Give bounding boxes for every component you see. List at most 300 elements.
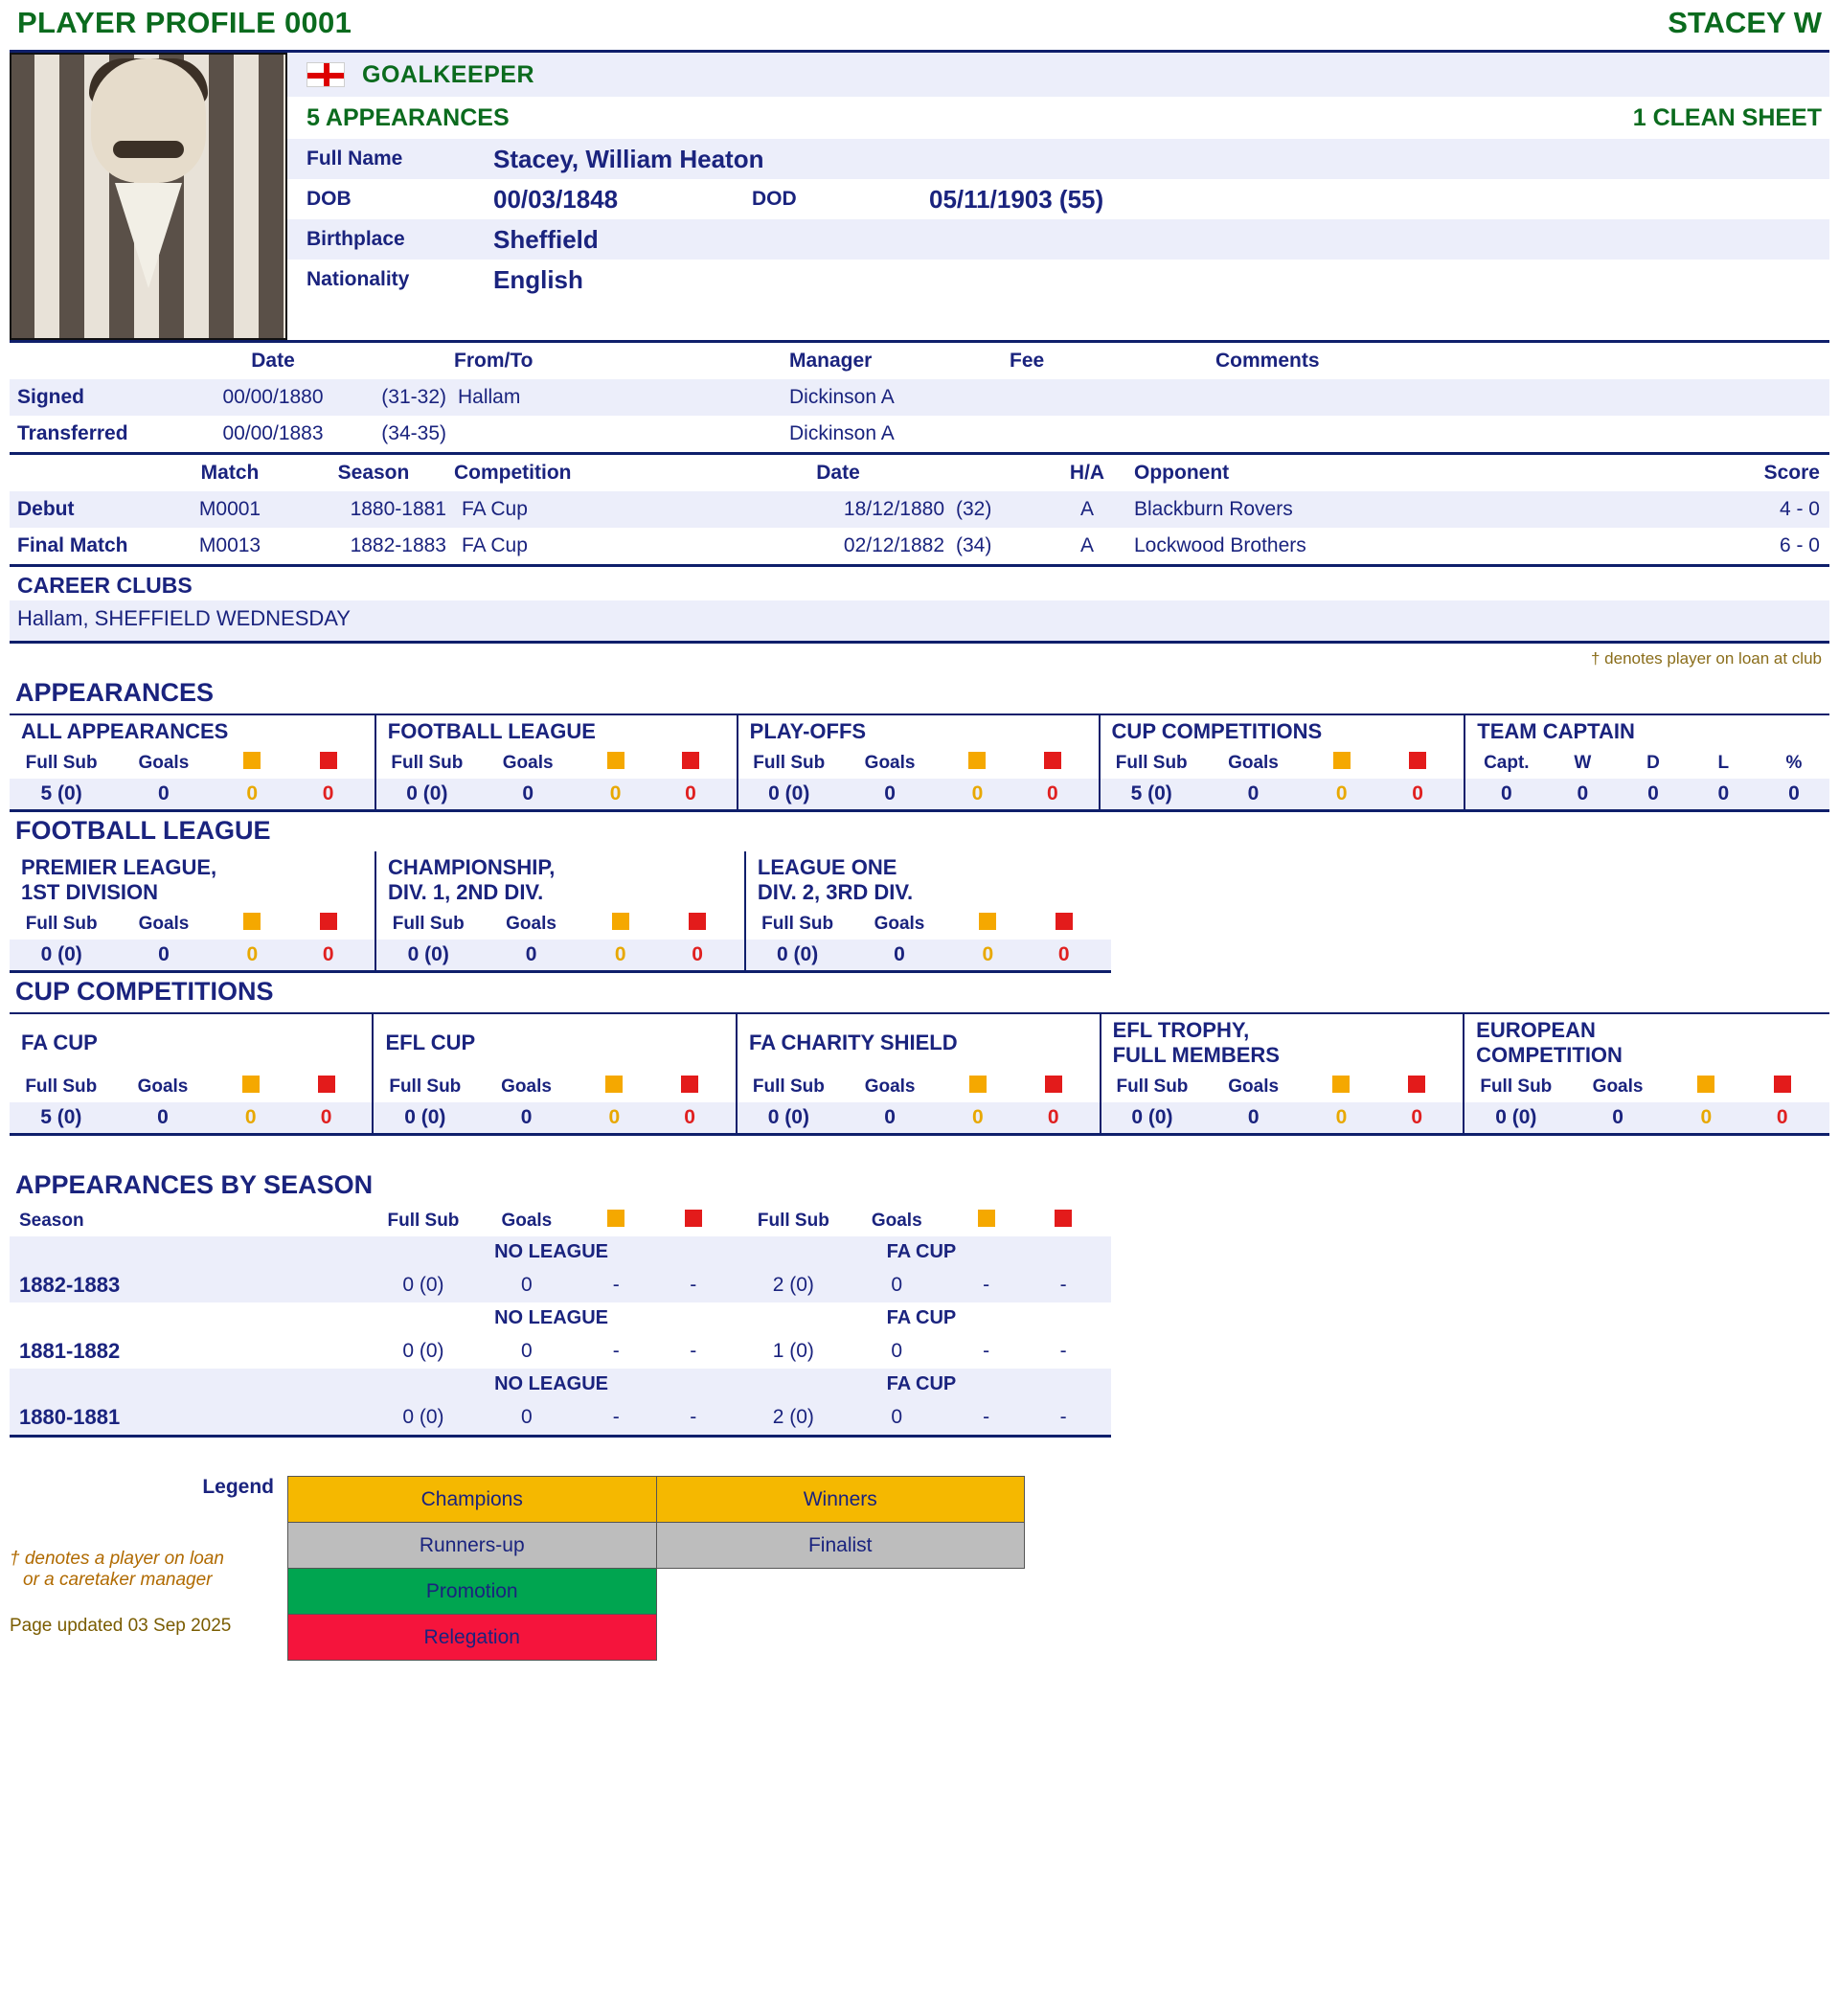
yellow-card-icon <box>969 1076 987 1093</box>
l1-full-sub: 0 (0) <box>745 940 849 972</box>
premier-league-line1: PREMIER LEAGUE, <box>21 855 217 879</box>
loan-note: † denotes player on loan at club <box>1590 649 1822 668</box>
cup-competitions-grid <box>10 1012 1829 1136</box>
appearances-title: APPEARANCES <box>15 678 215 707</box>
transfers-fee-header: Fee <box>1010 350 1045 372</box>
opponent-header: Opponent <box>1134 462 1230 484</box>
debut-date: 18/12/1880 <box>728 491 948 528</box>
season-1-league-full-sub: 0 (0) <box>371 1268 476 1302</box>
signed-date: 00/00/1880 <box>182 379 364 416</box>
yellow-card-icon <box>968 752 986 769</box>
capt-w: 0 <box>1577 782 1589 804</box>
hdr-goals-cs: Goals <box>864 1076 916 1097</box>
player-position: GOALKEEPER <box>362 60 535 88</box>
dob-value: 00/03/1848 <box>493 184 619 214</box>
hdr-capt: Capt. <box>1464 748 1547 779</box>
cup-values <box>10 1102 1829 1135</box>
legend-empty-2 <box>656 1615 1024 1661</box>
season-1-cup-red: - <box>1025 1268 1102 1302</box>
season-1-league-yellow: - <box>578 1268 655 1302</box>
debut-score: 4 - 0 <box>1686 491 1829 528</box>
block-all-appearances: ALL APPEARANCES <box>21 719 229 743</box>
po-full-sub: 0 (0) <box>738 779 840 811</box>
transferred-label: Transferred <box>17 422 128 444</box>
final-match-score: 6 - 0 <box>1779 534 1820 556</box>
debut-age: (32) <box>948 491 1044 528</box>
england-flag-icon <box>306 62 345 87</box>
cup-full-sub: 5 (0) <box>1100 779 1203 811</box>
cs-full-sub: 0 (0) <box>737 1102 840 1135</box>
hdr-full-sub-efl: Full Sub <box>373 1072 476 1102</box>
transferred-fromto <box>450 416 785 454</box>
season-3-cup-goals: 0 <box>846 1400 947 1437</box>
efl-full-sub: 0 (0) <box>373 1102 476 1135</box>
cup-yellow: 0 <box>1335 782 1348 804</box>
final-match-ha: A <box>1079 534 1094 556</box>
premier-league-line2: 1ST DIVISION <box>21 880 159 904</box>
season-2-label: 1881-1882 <box>19 1339 121 1363</box>
birthplace-row <box>287 219 1829 260</box>
transferred-age: (34-35) <box>381 422 446 444</box>
red-card-icon <box>1055 1210 1072 1227</box>
hdr-full-sub-all: Full Sub <box>25 753 98 773</box>
red-card-icon <box>318 1076 335 1093</box>
score-header: Score <box>1763 462 1820 484</box>
cup-red: 0 <box>1412 782 1423 804</box>
european-line1: EUROPEAN <box>1476 1018 1596 1042</box>
football-league-title: FOOTBALL LEAGUE <box>15 816 271 845</box>
by-season-header-row <box>10 1206 1111 1236</box>
career-clubs-title: CAREER CLUBS <box>17 573 193 598</box>
final-match-opponent: Lockwood Brothers <box>1134 534 1306 556</box>
table-row <box>10 379 1829 416</box>
page-updated: Page updated 03 Sep 2025 <box>10 1616 232 1636</box>
season-competition-row <box>10 1302 1111 1334</box>
player-name-short: STACEY W <box>1668 6 1822 39</box>
season-1-cup-full-sub: 2 (0) <box>741 1268 847 1302</box>
debut-competition: FA Cup <box>450 491 728 528</box>
red-card-icon <box>1774 1076 1791 1093</box>
legend-row-promotion <box>288 1569 1025 1615</box>
legend-note-line2: or a caretaker manager <box>23 1570 213 1590</box>
signed-manager: Dickinson A <box>785 379 1006 416</box>
tr-goals: 0 <box>1247 1106 1260 1128</box>
hdr-full-sub-cs: Full Sub <box>737 1072 840 1102</box>
championship-line1: CHAMPIONSHIP, <box>387 855 556 879</box>
block-fa-cup <box>10 1013 373 1072</box>
ch-goals: 0 <box>525 943 537 965</box>
season-competition-row <box>10 1369 1111 1400</box>
dod-value: 05/11/1903 (55) <box>929 184 1104 214</box>
cs-red: 0 <box>1047 1106 1059 1128</box>
season-2-cup-yellow: - <box>983 1340 990 1362</box>
season-2-cup-full-sub: 1 (0) <box>772 1340 814 1362</box>
season-1-cup-yellow: - <box>947 1268 1025 1302</box>
photo-frame <box>10 53 287 340</box>
appearance-summary-row <box>287 97 1829 139</box>
eu-red: 0 <box>1776 1106 1788 1128</box>
efl-cup-line1: EFL CUP <box>385 1031 476 1054</box>
transfers-date-header: Date <box>251 350 295 372</box>
efl-red: 0 <box>684 1106 695 1128</box>
pl-full-sub: 0 (0) <box>40 943 82 965</box>
final-match-date: 02/12/1882 <box>843 534 944 556</box>
transfers-comments-header: Comments <box>1215 350 1320 372</box>
ch-yellow: 0 <box>614 943 626 965</box>
debut-label: Debut <box>10 491 163 528</box>
final-match-season: 1882-1883 <box>350 534 446 556</box>
efl-yellow: 0 <box>608 1106 621 1128</box>
dob-row <box>287 179 1829 219</box>
hdr-goals-tr: Goals <box>1228 1076 1280 1097</box>
efl-trophy-line2: FULL MEMBERS <box>1112 1043 1280 1067</box>
fa-yellow: 0 <box>244 1106 257 1128</box>
hdr-cup-goals: Goals <box>871 1211 922 1231</box>
season-2-league-red: - <box>690 1340 697 1362</box>
transferred-comments <box>1212 416 1829 454</box>
birthplace-value: Sheffield <box>493 224 599 254</box>
hdr-full-sub-fl: Full Sub <box>375 748 478 779</box>
season-3-league-yellow: - <box>578 1400 655 1437</box>
block-cup-competitions: CUP COMPETITIONS <box>1100 714 1465 748</box>
pl-yellow: 0 <box>246 943 259 965</box>
block-efl-cup <box>373 1013 737 1072</box>
yellow-card-icon <box>605 1076 623 1093</box>
red-card-icon <box>320 752 337 769</box>
appearances-column-headers <box>10 748 1829 779</box>
transferred-date: 00/00/1883 <box>222 422 324 444</box>
yellow-card-icon <box>1333 752 1351 769</box>
fl-red: 0 <box>685 782 696 804</box>
eu-goals: 0 <box>1612 1106 1623 1128</box>
signed-fee <box>1006 379 1212 416</box>
legend-row-runners-up <box>288 1523 1025 1569</box>
fa-full-sub: 5 (0) <box>40 1106 82 1128</box>
signed-age: (31-32) <box>364 379 450 416</box>
l1-goals: 0 <box>894 943 905 965</box>
yellow-card-icon <box>1332 1076 1350 1093</box>
legend-finalist: Finalist <box>656 1523 1024 1569</box>
hdr-full-sub-cup: Full Sub <box>1100 748 1203 779</box>
po-yellow: 0 <box>971 782 984 804</box>
yellow-card-icon <box>243 752 261 769</box>
position-row <box>287 53 1829 97</box>
legend-title: Legend <box>202 1476 274 1498</box>
red-card-icon <box>689 913 706 930</box>
appearances-summary: 5 APPEARANCES <box>306 103 510 131</box>
block-efl-trophy <box>1101 1013 1464 1072</box>
final-match-age: (34) <box>956 534 992 556</box>
fl-column-headers <box>10 909 1111 940</box>
block-league-one <box>745 851 1111 909</box>
red-card-icon <box>1056 913 1073 930</box>
table-row <box>10 1334 1111 1369</box>
all-red: 0 <box>322 782 334 804</box>
season-3-league-full-sub: 0 (0) <box>371 1400 476 1437</box>
debut-match: M0001 <box>163 491 297 528</box>
eu-full-sub: 0 (0) <box>1464 1102 1567 1135</box>
matches-table <box>10 455 1829 567</box>
legend-empty-1 <box>656 1569 1024 1615</box>
season-3-league-red: - <box>654 1400 732 1437</box>
hdr-goals-efl: Goals <box>501 1076 552 1097</box>
block-european <box>1464 1013 1829 1072</box>
capt-l: 0 <box>1717 782 1730 804</box>
block-team-captain: TEAM CAPTAIN <box>1464 714 1829 748</box>
hdr-goals-all: Goals <box>138 753 190 773</box>
hdr-full-sub-l1: Full Sub <box>745 909 849 940</box>
hdr-cup-full-sub: Full Sub <box>757 1211 829 1231</box>
legend-row-champions <box>288 1477 1025 1523</box>
hdr-full-sub-tr: Full Sub <box>1101 1072 1204 1102</box>
po-red: 0 <box>1047 782 1058 804</box>
hdr-full-sub-po: Full Sub <box>738 748 840 779</box>
legend-winners: Winners <box>656 1477 1024 1523</box>
cup-goals: 0 <box>1247 782 1260 804</box>
season-2-league-full-sub: 0 (0) <box>402 1340 444 1362</box>
by-season-title: APPEARANCES BY SEASON <box>15 1170 374 1199</box>
cup-block-names <box>10 1013 1829 1072</box>
full-name-row <box>287 139 1829 179</box>
fl-yellow: 0 <box>609 782 622 804</box>
hdr-goals-cup: Goals <box>1228 753 1279 773</box>
pl-goals: 0 <box>158 943 170 965</box>
red-card-icon <box>1044 752 1061 769</box>
fl-values <box>10 940 1111 972</box>
hdr-full-sub-fa: Full Sub <box>25 1076 98 1097</box>
football-league-grid <box>10 851 1111 973</box>
capt-d: 0 <box>1647 782 1659 804</box>
red-card-icon <box>1045 1076 1062 1093</box>
hdr-full-sub-ch: Full Sub <box>375 909 481 940</box>
transfers-manager-header: Manager <box>789 350 873 372</box>
full-name-value: Stacey, William Heaton <box>493 144 764 173</box>
red-card-icon <box>1409 752 1426 769</box>
hdr-l: L <box>1717 753 1730 773</box>
season-2-cup-red: - <box>1059 1340 1067 1362</box>
season-competition-row <box>10 1236 1111 1268</box>
table-row <box>10 416 1829 454</box>
legend-note-line1: † denotes a player on loan <box>10 1549 224 1569</box>
ch-red: 0 <box>692 943 703 965</box>
legend-left-column <box>10 1476 287 1661</box>
appearances-block-names <box>10 714 1829 748</box>
season-2-cup-name: FA CUP <box>886 1307 957 1328</box>
hdr-league-full-sub: Full Sub <box>387 1211 460 1231</box>
legend-relegation: Relegation <box>288 1615 657 1661</box>
debut-ha: A <box>1044 491 1130 528</box>
league-one-line2: DIV. 2, 3RD DIV. <box>757 880 914 904</box>
all-full-sub: 5 (0) <box>40 782 82 804</box>
season-header: Season <box>337 462 410 484</box>
transfers-table <box>10 343 1829 455</box>
career-clubs-block <box>10 567 1829 644</box>
cs-goals: 0 <box>884 1106 896 1128</box>
season-2-league-yellow: - <box>612 1340 620 1362</box>
hdr-goals-fl: Goals <box>502 753 554 773</box>
legend-note <box>10 1549 287 1591</box>
red-card-icon <box>685 1210 702 1227</box>
season-3-league-goals: 0 <box>476 1400 578 1437</box>
nationality-label: Nationality <box>306 268 410 290</box>
efl-trophy-line1: EFL TROPHY, <box>1112 1018 1250 1042</box>
tr-yellow: 0 <box>1335 1106 1348 1128</box>
appearances-values <box>10 779 1829 811</box>
yellow-card-icon <box>607 752 624 769</box>
legend-runners-up: Runners-up <box>288 1523 657 1569</box>
block-play-offs: PLAY-OFFS <box>738 714 1100 748</box>
tr-red: 0 <box>1411 1106 1423 1128</box>
eu-yellow: 0 <box>1700 1106 1713 1128</box>
nationality-value: English <box>493 264 583 294</box>
hdr-full-sub-pl: Full Sub <box>25 914 98 934</box>
fa-red: 0 <box>320 1106 332 1128</box>
po-goals: 0 <box>884 782 896 804</box>
legend-promotion: Promotion <box>288 1569 657 1615</box>
hdr-d: D <box>1646 753 1660 773</box>
cs-yellow: 0 <box>972 1106 984 1128</box>
signed-comments <box>1212 379 1829 416</box>
debut-season: 1880-1881 <box>297 491 450 528</box>
yellow-card-icon <box>243 913 261 930</box>
page-title: PLAYER PROFILE 0001 <box>17 6 352 39</box>
by-season-table <box>10 1206 1111 1438</box>
hdr-season: Season <box>19 1211 84 1231</box>
yellow-card-icon <box>607 1210 624 1227</box>
hdr-league-goals: Goals <box>501 1211 553 1231</box>
l1-red: 0 <box>1057 943 1070 965</box>
season-3-label: 1880-1881 <box>10 1400 371 1437</box>
competition-header: Competition <box>454 462 572 484</box>
fl-block-names <box>10 851 1111 909</box>
hdr-goals-fa: Goals <box>137 1076 189 1097</box>
yellow-card-icon <box>612 913 629 930</box>
season-1-label: 1882-1883 <box>10 1268 371 1302</box>
hdr-goals-pl: Goals <box>138 914 190 934</box>
transferred-manager: Dickinson A <box>789 422 895 444</box>
european-line2: COMPETITION <box>1476 1043 1623 1067</box>
season-3-cup-yellow: - <box>947 1400 1025 1437</box>
season-2-league-name: NO LEAGUE <box>494 1307 608 1328</box>
capt-pct: 0 <box>1788 782 1800 804</box>
career-clubs-list: Hallam, SHEFFIELD WEDNESDAY <box>10 600 1829 641</box>
appearances-grid <box>10 714 1829 812</box>
dob-label: DOB <box>306 188 352 210</box>
hdr-full-sub-eu: Full Sub <box>1464 1072 1567 1102</box>
red-card-icon <box>320 913 337 930</box>
legend-row-relegation <box>288 1615 1025 1661</box>
yellow-card-icon <box>978 1210 995 1227</box>
all-goals: 0 <box>158 782 170 804</box>
debut-opponent: Blackburn Rovers <box>1130 491 1686 528</box>
ch-full-sub: 0 (0) <box>375 940 481 972</box>
fa-goals: 0 <box>157 1106 169 1128</box>
season-1-league-name: NO LEAGUE <box>371 1236 732 1268</box>
block-football-league: FOOTBALL LEAGUE <box>375 714 738 748</box>
table-row <box>10 1268 1111 1302</box>
matches-header-row <box>10 455 1829 491</box>
season-2-cup-goals: 0 <box>891 1340 903 1362</box>
match-header: Match <box>200 462 260 484</box>
season-3-cup-name: FA CUP <box>741 1369 1102 1400</box>
capt-count: 0 <box>1464 779 1547 811</box>
season-3-cup-red: - <box>1025 1400 1102 1437</box>
league-one-line1: LEAGUE ONE <box>757 855 897 879</box>
profile-block <box>10 50 1829 343</box>
table-row <box>10 491 1829 528</box>
birthplace-label: Birthplace <box>306 228 405 250</box>
table-row <box>10 1400 1111 1437</box>
cup-column-headers <box>10 1072 1829 1102</box>
red-card-icon <box>1408 1076 1425 1093</box>
fl-goals: 0 <box>522 782 534 804</box>
tr-full-sub: 0 (0) <box>1101 1102 1204 1135</box>
charity-shield-line1: FA CHARITY SHIELD <box>749 1031 958 1054</box>
season-3-league-name: NO LEAGUE <box>371 1369 732 1400</box>
season-1-league-red: - <box>654 1268 732 1302</box>
block-charity-shield <box>737 1013 1101 1072</box>
hdr-w: W <box>1574 753 1592 773</box>
legend-champions: Champions <box>288 1477 657 1523</box>
full-name-label: Full Name <box>306 147 403 170</box>
profile-info <box>287 53 1829 340</box>
page-header <box>10 0 1829 50</box>
block-championship <box>375 851 745 909</box>
l1-yellow: 0 <box>982 943 994 965</box>
final-match-competition: FA Cup <box>462 534 528 556</box>
signed-label: Signed <box>10 379 182 416</box>
legend-swatches <box>287 1476 1025 1661</box>
final-match-id: M0013 <box>198 534 261 556</box>
legend-block <box>10 1476 1829 1689</box>
hdr-goals-ch: Goals <box>506 914 556 934</box>
nationality-row <box>287 260 1829 300</box>
hdr-goals-po: Goals <box>864 753 916 773</box>
all-yellow: 0 <box>246 782 259 804</box>
season-3-cup-full-sub: 2 (0) <box>741 1400 847 1437</box>
efl-goals: 0 <box>520 1106 533 1128</box>
cup-competitions-title: CUP COMPETITIONS <box>15 977 274 1006</box>
transfers-fromto-header: From/To <box>454 350 534 372</box>
season-1-league-goals: 0 <box>476 1268 578 1302</box>
transferred-fee <box>1006 416 1212 454</box>
hdr-pct: % <box>1785 753 1803 773</box>
dod-label: DOD <box>752 188 797 210</box>
red-card-icon <box>681 1076 698 1093</box>
yellow-card-icon <box>242 1076 260 1093</box>
signed-fromto: Hallam <box>450 379 785 416</box>
pl-red: 0 <box>322 943 334 965</box>
table-row <box>10 528 1829 566</box>
season-1-cup-name: FA CUP <box>741 1236 1102 1268</box>
hdr-goals-l1: Goals <box>874 914 925 934</box>
transfers-header-row <box>10 343 1829 379</box>
ha-header: H/A <box>1069 462 1105 484</box>
yellow-card-icon <box>1697 1076 1714 1093</box>
clean-sheets-summary: 1 CLEAN SHEET <box>1632 103 1822 131</box>
fa-cup-line1: FA CUP <box>21 1031 98 1054</box>
season-2-league-goals: 0 <box>521 1340 533 1362</box>
player-photo <box>10 53 287 340</box>
red-card-icon <box>682 752 699 769</box>
block-premier-league <box>10 851 375 909</box>
final-match-label: Final Match <box>17 534 128 556</box>
championship-line2: DIV. 1, 2ND DIV. <box>387 880 544 904</box>
season-1-cup-goals: 0 <box>846 1268 947 1302</box>
hdr-goals-eu: Goals <box>1592 1076 1644 1097</box>
match-date-header: Date <box>816 462 860 484</box>
yellow-card-icon <box>979 913 996 930</box>
